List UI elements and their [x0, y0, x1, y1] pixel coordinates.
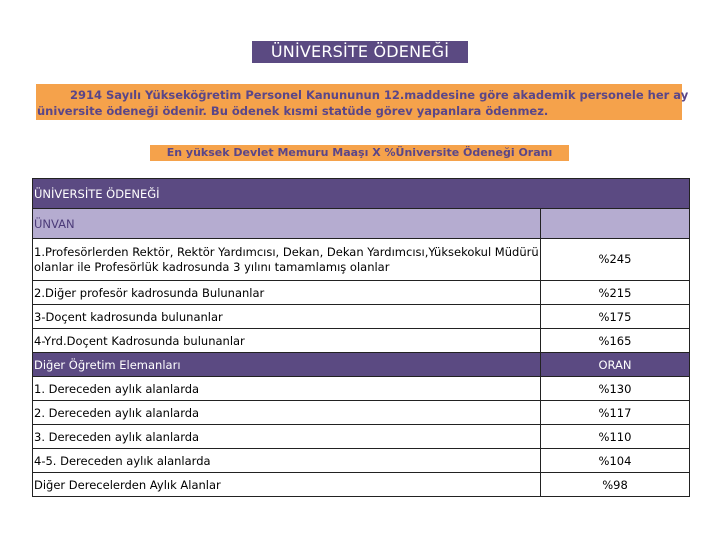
table-subheader-row — [33, 353, 690, 377]
row-label: 3-Doçent kadrosunda bulunanlar — [33, 305, 541, 329]
row-value: %165 — [541, 329, 690, 353]
column-header-unvan: ÜNVAN — [33, 209, 541, 239]
intro-line-1: 2914 Sayılı Yükseköğretim Personel Kanununun 12.maddesine göre akademik personele her ay — [70, 88, 689, 102]
row-label: 1. Dereceden aylık alanlarda — [33, 377, 541, 401]
row-label: 4-5. Dereceden aylık alanlarda — [33, 449, 541, 473]
table-row — [33, 473, 690, 497]
row-label: 2.Diğer profesör kadrosunda Bulunanlar — [33, 281, 541, 305]
table-row — [33, 305, 690, 329]
intro-line-2: üniversite ödeneği ödenir. Bu ödenek kısmi statüde görev yapanlara ödenmez. — [37, 104, 549, 118]
table-header: ÜNİVERSİTE ÖDENEĞİ — [33, 179, 690, 209]
row-value: %117 — [541, 401, 690, 425]
table-header-row — [33, 179, 690, 209]
table-row — [33, 281, 690, 305]
table-row — [33, 401, 690, 425]
row-label: 1.Profesörlerden Rektör, Rektör Yardımcısı, Dekan, Dekan Yardımcısı,Yüksekokul Müdürü olanlar ile Profesörlük kadrosunda 3 yılını tamamlamış olanlar — [33, 239, 541, 281]
table-row — [33, 329, 690, 353]
row-value: %104 — [541, 449, 690, 473]
row-value: %110 — [541, 425, 690, 449]
row-value: %98 — [541, 473, 690, 497]
table-row — [33, 377, 690, 401]
row-value: %215 — [541, 281, 690, 305]
row-label: 2. Dereceden aylık alanlarda — [33, 401, 541, 425]
row-label: 3. Dereceden aylık alanlarda — [33, 425, 541, 449]
table-column-header-row — [33, 209, 690, 239]
table-row — [33, 239, 690, 281]
row-value: %175 — [541, 305, 690, 329]
table-row — [33, 449, 690, 473]
row-value: %245 — [541, 239, 690, 281]
table-row — [33, 425, 690, 449]
column-header-oran — [541, 209, 690, 239]
subheader-value: ORAN — [541, 353, 690, 377]
subheader-label: Diğer Öğretim Elemanları — [33, 353, 541, 377]
formula-note: En yüksek Devlet Memuru Maaşı X %Üniversite Ödeneği Oranı — [150, 145, 569, 161]
row-label: 4-Yrd.Doçent Kadrosunda bulunanlar — [33, 329, 541, 353]
row-label: Diğer Derecelerden Aylık Alanlar — [33, 473, 541, 497]
intro-note — [36, 84, 689, 120]
allowance-table — [32, 178, 690, 497]
page-title: ÜNİVERSİTE ÖDENEĞİ — [252, 41, 468, 63]
row-value: %130 — [541, 377, 690, 401]
